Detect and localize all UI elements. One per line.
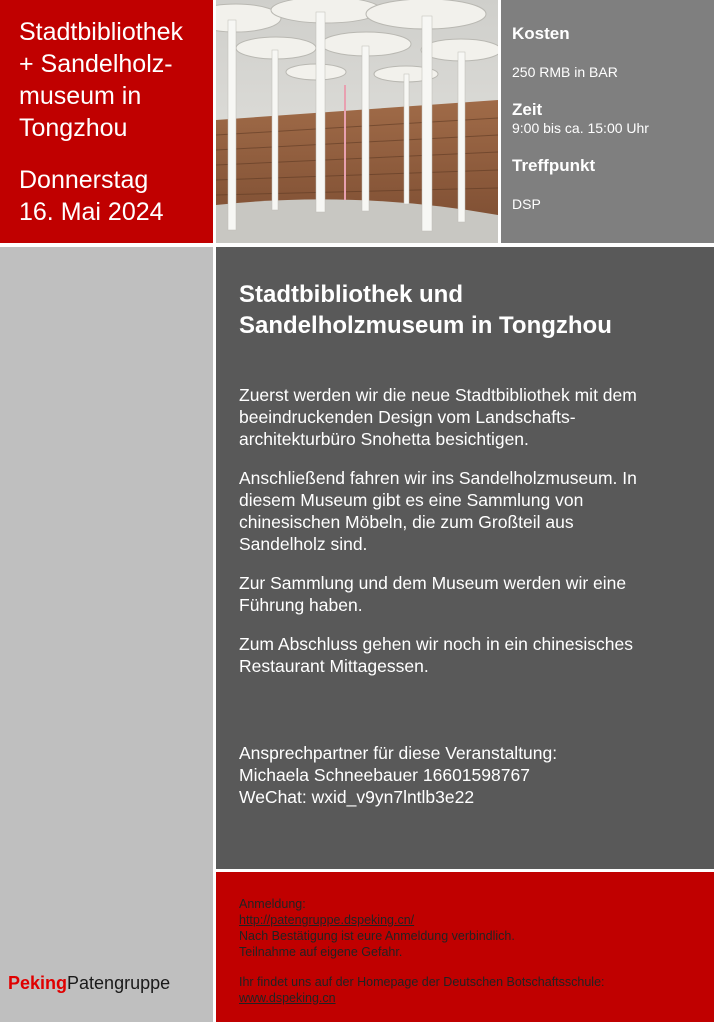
logo-peking: Peking [8,973,68,993]
paragraph-tour [239,572,694,616]
event-info-box [501,0,714,243]
heading-line: Sandelholzmuseum in Tongzhou [239,312,612,339]
text-line: Sandelholz sind. [239,534,368,554]
registration-line [239,896,704,928]
heading-line: Stadtbibliothek und [239,281,463,308]
text-line: Zuerst werden wir die neue Stadtbibliothek mit dem [239,385,637,405]
risk-note: Teilnahme auf eigene Gefahr. [239,945,403,959]
text-line: Zum Abschluss gehen wir noch in ein chinesisches [239,634,633,654]
registration-label: Anmeldung: [239,897,306,911]
event-weekday: Donnerstag [19,166,149,194]
meeting-point-label: Treffpunkt [512,156,596,175]
library-interior-image [216,0,498,243]
event-description [216,247,714,869]
confirmation-note: Nach Bestätigung ist eure Anmeldung verbindlich. [239,929,515,943]
registration-link[interactable]: http://patengruppe.dspeking.cn/ [239,913,415,927]
paragraph-museum [239,467,694,555]
library-photo [216,0,498,243]
text-line: beeindruckenden Design vom Landschafts- [239,407,576,427]
homepage-link[interactable]: www.dspeking.cn [239,991,336,1005]
event-title-box [0,0,213,243]
paragraph-lunch [239,633,694,677]
text-line: Führung haben. [239,595,363,615]
patengruppe-logo [8,973,170,994]
event-title-line: museum in [19,82,142,110]
cost-label: Kosten [512,24,570,43]
event-title-line: + Sandelholz- [19,50,173,78]
contact-wechat: WeChat: wxid_v9yn7lntlb3e22 [239,787,475,807]
paragraph-library [239,384,694,450]
description-heading [239,279,694,341]
time-label: Zeit [512,100,543,119]
time-value: 9:00 bis ca. 15:00 Uhr [512,120,649,136]
text-line: Anschließend fahren wir ins Sandelholzmuseum. In [239,468,637,488]
text-line: Restaurant Mittagessen. [239,656,429,676]
event-date: 16. Mai 2024 [19,198,164,226]
text-line: diesem Museum gibt es eine Sammlung von [239,490,584,510]
logo-patengruppe: Patengruppe [67,973,171,993]
text-line: architekturbüro Snohetta besichtigen. [239,429,529,449]
homepage-note: Ihr findet uns auf der Homepage der Deutschen Botschaftsschule: [239,975,605,989]
left-sidebar [0,247,213,1022]
event-title-line: Tongzhou [19,114,128,142]
text-line: Zur Sammlung und dem Museum werden wir eine [239,573,627,593]
meeting-point-value: DSP [512,196,541,212]
event-title-line: Stadtbibliothek [19,18,184,46]
contact-label: Ansprechpartner für diese Veranstaltung: [239,743,558,763]
text-line: chinesischen Möbeln, die zum Großteil aus [239,512,574,532]
contact-info [239,742,694,808]
contact-name-phone: Michaela Schneebauer 16601598767 [239,765,530,785]
registration-box [216,872,714,1022]
cost-value: 250 RMB in BAR [512,64,618,80]
